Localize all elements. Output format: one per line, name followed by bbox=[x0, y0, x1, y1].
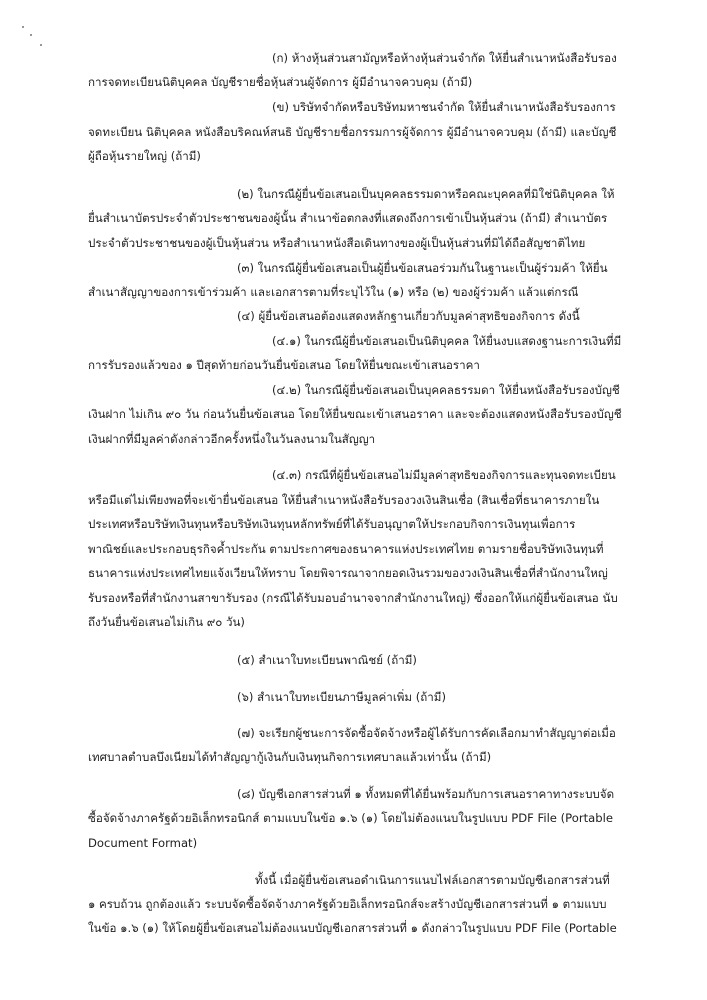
text-line: ผู้ถือหุ้นรายใหญ่ (ถ้ามี) bbox=[88, 149, 201, 163]
text-line: (๔.๑) ในกรณีผู้ยื่นข้อเสนอเป็นนิติบุคคล ให้ยื่นงบแสดงฐานะการเงินที่มี bbox=[272, 334, 622, 348]
text-line: รับรองหรือที่สำนักงานสาขารับรอง (กรณีได้รับมอบอำนาจจากสำนักงานใหญ่) ซึ่งออกให้แก่ผู้ยื่นข้อเสนอ นับ bbox=[88, 591, 618, 605]
text-line: (๗) จะเรียกผู้ชนะการจัดซื้อจัดจ้างหรือผู้ได้รับการคัดเลือกมาทำสัญญาต่อเมื่อ bbox=[237, 726, 616, 740]
text-line: ๑ ครบถ้วน ถูกต้องแล้ว ระบบจัดซื้อจัดจ้างภาครัฐด้วยอิเล็กทรอนิกส์จะสร้างบัญชีเอกสารส่วนที่ ๑ ตามแบบ bbox=[88, 897, 607, 911]
text-line: พาณิชย์และประกอบธุรกิจค้ำประกัน ตามประกาศของธนาคารแห่งประเทศไทย ตามรายชื่อบริษัทเงินทุนที่ bbox=[88, 542, 604, 556]
text-line: ในข้อ ๑.๖ (๑) ให้โดยผู้ยื่นข้อเสนอไม่ต้องแนบบัญชีเอกสารส่วนที่ ๑ ดังกล่าวในรูปแบบ PDF File (Portable bbox=[88, 921, 617, 935]
text-line: (๔) ผู้ยื่นข้อเสนอต้องแสดงหลักฐานเกี่ยวกับมูลค่าสุทธิของกิจการ ดังนี้ bbox=[237, 309, 580, 323]
text-line: ทั้งนี้ เมื่อผู้ยื่นข้อเสนอดำเนินการแนบไฟล์เอกสารตามบัญชีเอกสารส่วนที่ bbox=[255, 873, 610, 887]
text-line: เงินฝาก ไม่เกิน ๙๐ วัน ก่อนวันยื่นข้อเสนอ โดยให้ยื่นขณะเข้าเสนอราคา และจะต้องแสดงหนังสือรับรองบัญชี bbox=[88, 407, 622, 421]
text-line: การรับรองแล้วของ ๑ ปีสุดท้ายก่อนวันยื่นข้อเสนอ โดยให้ยื่นขณะเข้าเสนอราคา bbox=[88, 358, 480, 372]
text-line: (๔.๓) กรณีที่ผู้ยื่นข้อเสนอไม่มีมูลค่าสุทธิของกิจการและทุนจดทะเบียน bbox=[272, 468, 616, 482]
text-line: (ข) บริษัทจำกัดหรือบริษัทมหาชนจำกัด ให้ยื่นสำเนาหนังสือรับรองการ bbox=[272, 100, 616, 114]
text-line: (๔.๒) ในกรณีผู้ยื่นข้อเสนอเป็นบุคคลธรรมดา ให้ยื่นหนังสือรับรองบัญชี bbox=[272, 383, 620, 397]
text-line: สำเนาสัญญาของการเข้าร่วมค้า และเอกสารตามที่ระบุไว้ใน (๑) หรือ (๒) ของผู้ร่วมค้า แล้วแต่กรณี bbox=[88, 285, 579, 299]
text-line: (๓) ในกรณีผู้ยื่นข้อเสนอเป็นผู้ยื่นข้อเสนอร่วมกันในฐานะเป็นผู้ร่วมค้า ให้ยื่น bbox=[237, 261, 608, 275]
text-line: ประเทศหรือบริษัทเงินทุนหรือบริษัทเงินทุนหลักทรัพย์ที่ได้รับอนุญาตให้ประกอบกิจการเงินทุนเพื่อการ bbox=[88, 517, 576, 531]
text-line: การจดทะเบียนนิติบุคคล บัญชีรายชื่อหุ้นส่วนผู้จัดการ ผู้มีอำนาจควบคุม (ถ้ามี) bbox=[88, 75, 473, 89]
text-line: หรือมีแต่ไม่เพียงพอที่จะเข้ายื่นข้อเสนอ ให้ยื่นสำเนาหนังสือรับรองวงเงินสินเชื่อ (สินเชื่อที่ธนาคารภายใน bbox=[88, 493, 600, 507]
text-line: เงินฝากที่มีมูลค่าดังกล่าวอีกครั้งหนึ่งในวันลงนามในสัญญา bbox=[88, 432, 376, 446]
text-line: (๕) สำเนาใบทะเบียนพาณิชย์ (ถ้ามี) bbox=[237, 653, 417, 667]
text-line: Document Format) bbox=[88, 836, 198, 850]
scan-specks bbox=[0, 0, 60, 60]
text-line: ธนาคารแห่งประเทศไทยแจ้งเวียนให้ทราบ โดยพิจารณาจากยอดเงินรวมของวงเงินสินเชื่อที่สำนักงานใหญ่ bbox=[88, 566, 608, 580]
text-line: (๘) บัญชีเอกสารส่วนที่ ๑ ทั้งหมดที่ได้ยื่นพร้อมกับการเสนอราคาทางระบบจัด bbox=[237, 787, 615, 801]
text-line: ซื้อจัดจ้างภาครัฐด้วยอิเล็กทรอนิกส์ ตามแบบในข้อ ๑.๖ (๑) โดยไม่ต้องแนบในรูปแบบ PDF File (Portable bbox=[88, 811, 613, 825]
text-line: (ก) ห้างหุ้นส่วนสามัญหรือห้างหุ้นส่วนจำกัด ให้ยื่นสำเนาหนังสือรับรอง bbox=[272, 51, 617, 65]
text-line: (๒) ในกรณีผู้ยื่นข้อเสนอเป็นบุคคลธรรมดาหรือคณะบุคคลที่มิใช่นิติบุคคล ให้ bbox=[237, 187, 615, 201]
text-line: ถึงวันยื่นข้อเสนอไม่เกิน ๙๐ วัน) bbox=[88, 615, 245, 629]
text-line: (๖) สำเนาใบทะเบียนภาษีมูลค่าเพิ่ม (ถ้ามี) bbox=[237, 690, 446, 704]
text-line: เทศบาลตำบลบึงเนียมได้ทำสัญญากู้เงินกับเงินทุนกิจการเทศบาลแล้วเท่านั้น (ถ้ามี) bbox=[88, 750, 492, 764]
text-line: ประจำตัวประชาชนของผู้เป็นหุ้นส่วน หรือสำเนาหนังสือเดินทางของผู้เป็นหุ้นส่วนที่มิได้ถือสัญชาติไทย bbox=[88, 236, 586, 250]
text-line: จดทะเบียน นิติบุคคล หนังสือบริคณห์สนธิ บัญชีรายชื่อกรรมการผู้จัดการ ผู้มีอำนาจควบคุม (ถ้ามี) และบัญชี bbox=[88, 125, 617, 139]
text-line: ยื่นสำเนาบัตรประจำตัวประชาชนของผู้นั้น สำเนาข้อตกลงที่แสดงถึงการเข้าเป็นหุ้นส่วน (ถ้ามี) สำเนาบัตร bbox=[88, 211, 608, 225]
